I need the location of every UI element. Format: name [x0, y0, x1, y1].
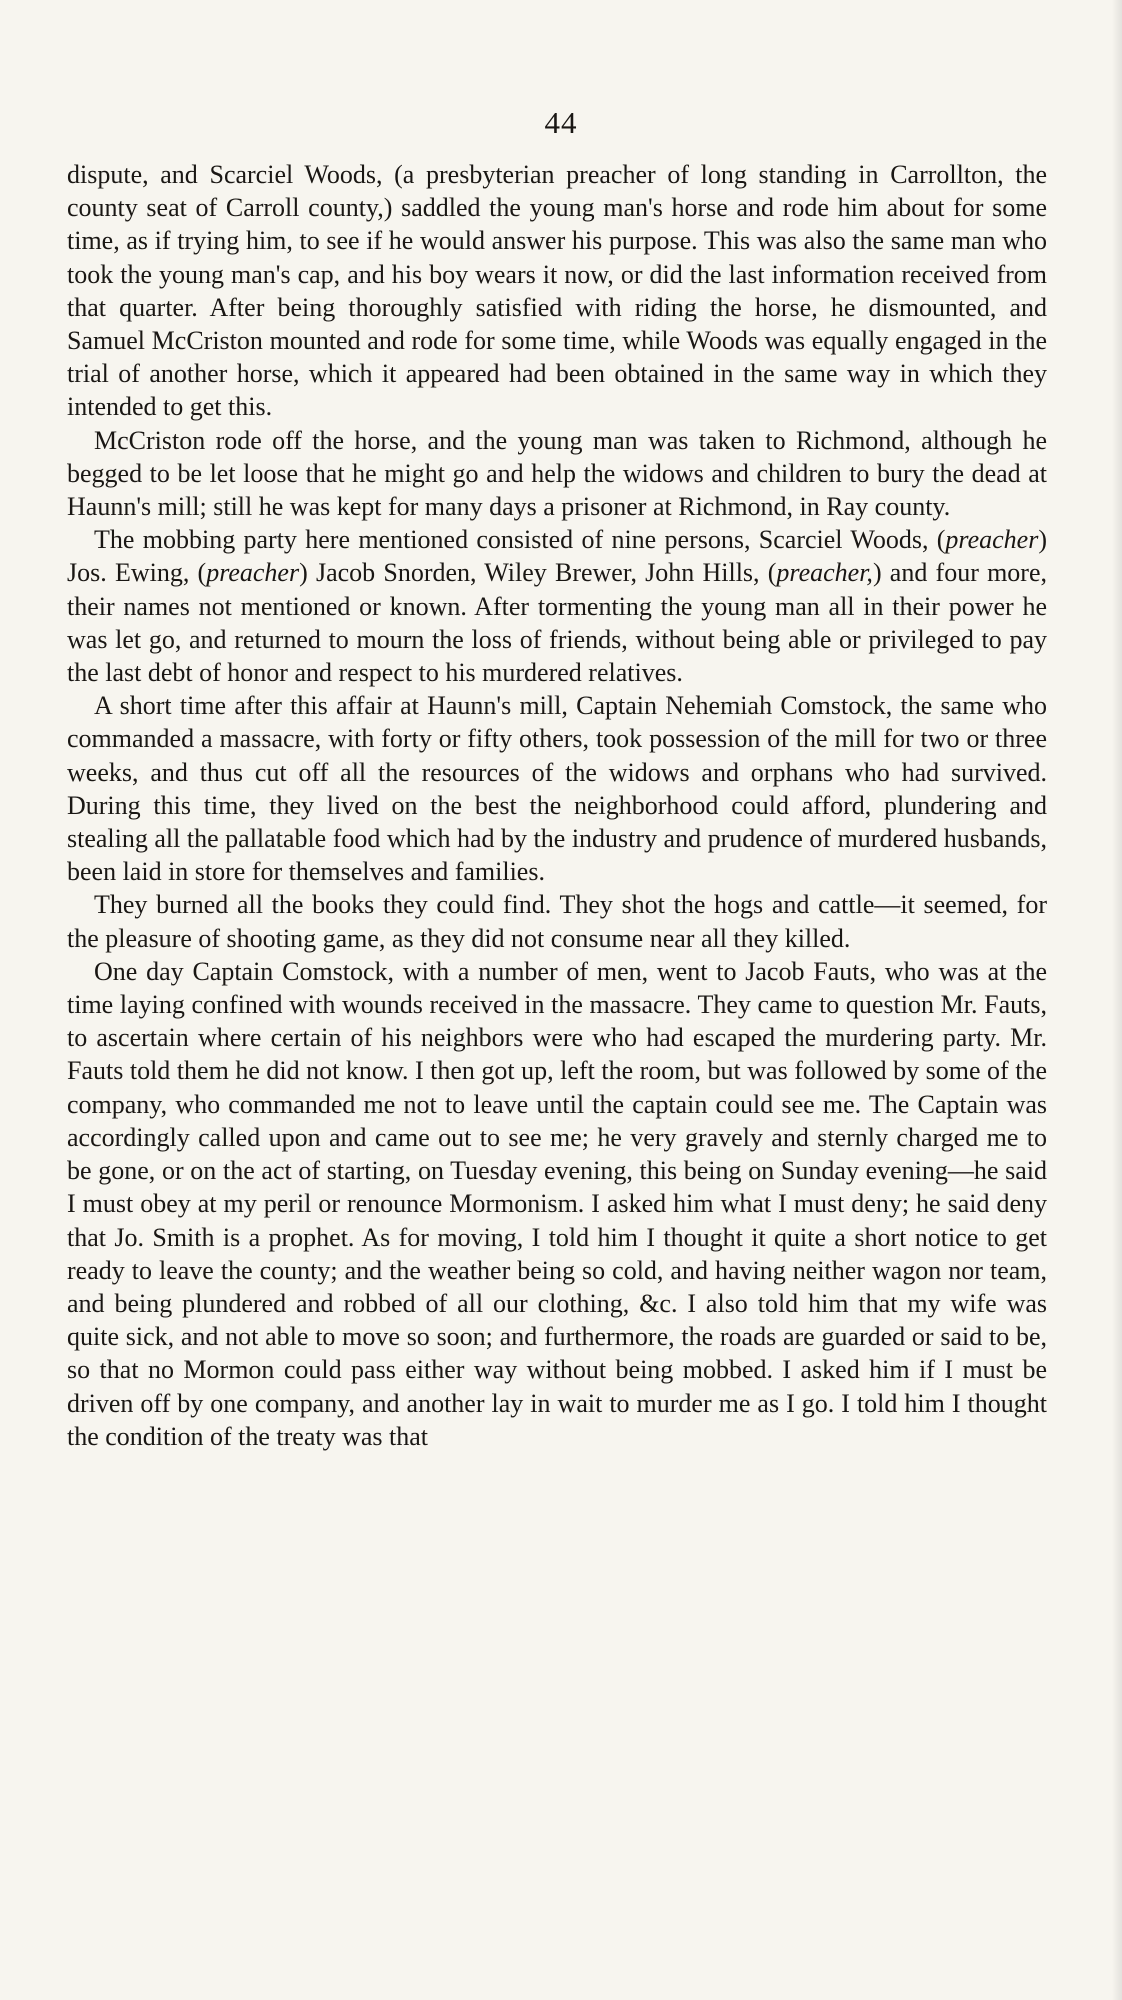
paragraph — [67, 523, 1047, 689]
text-run: ) Jacob Snorden, Wiley Brewer, John Hills, ( — [299, 558, 777, 588]
page-edge-shadow — [1112, 0, 1122, 2000]
text-run: They burned all the books they could find. They shot the hogs and cattle—it seemed, for the pleasure of shooting game, as they did not consume near all they killed. — [67, 890, 1047, 953]
paragraph — [67, 955, 1047, 1453]
italic-text: preacher, — [776, 558, 873, 588]
page-number: 44 — [544, 105, 578, 140]
text-run: One day Captain Comstock, with a number of men, went to Jacob Fauts, who was at the time laying confined with wounds received in the massacre. They came to question Mr. Fauts, to ascertain where certain of his neighbors were who had escaped the murdering party. Mr. Fauts told them he did not know. I then got up, left the room, but was followed by some of the company, who commanded me not to leave until the captain could see me. The Captain was accordingly called upon and came out to see me; he very gravely and sternly charged me to be gone, or on the act of starting, on Tuesday evening, this being on Sunday evening—he said I must obey at my peril or renounce Mormonism. I asked him what I must deny; he said deny that Jo. Smith is a prophet. As for moving, I told him I thought it quite a short notice to get ready to leave the county; and the weather being so cold, and having neither wagon nor team, and being plundered and robbed of all our clothing, &c. I also told him that my wife was quite sick, and not able to move so soon; and furthermore, the roads are guarded or said to be, so that no Mormon could pass either way without being mobbed. I asked him if I must be driven off by one company, and another lay in wait to murder me as I go. I told him I thought the condition of the treaty was that — [67, 956, 1047, 1451]
paragraph — [67, 158, 1047, 424]
paragraph — [67, 888, 1047, 954]
text-run: ) Jos. Ewing, ( — [67, 525, 1047, 588]
italic-text: preacher — [206, 558, 300, 588]
text-run: McCriston rode off the horse, and the young man was taken to Richmond, although he begged to be let loose that he might go and help the widows and children to bury the dead at Haunn's mill; still he was kept for many days a prisoner at Richmond, in Ray county. — [67, 425, 1047, 522]
body-text — [67, 158, 1047, 1453]
text-run: The mobbing party here mentioned consisted of nine persons, Scarciel Woods, ( — [94, 525, 946, 555]
text-run: A short time after this affair at Haunn's mill, Captain Nehemiah Comstock, the same who commanded a massacre, with forty or fifty others, took possession of the mill for two or three weeks, and thus cut off all the resources of the widows and orphans who had survived. During this time, they lived on the best the neighborhood could afford, plundering and stealing all the pallatable food which had by the industry and prudence of murdered husbands, been laid in store for themselves and families. — [67, 691, 1047, 887]
text-run: ) and four more, their names not mentioned or known. After tormenting the young man all in their power he was let go, and returned to mourn the loss of friends, without being able or privileged to pay the last debt of honor and respect to his murdered relatives. — [67, 558, 1047, 688]
text-run: dispute, and Scarciel Woods, (a presbyterian preacher of long standing in Carrollton, the county seat of Carroll county,) saddled the young man's horse and rode him about for some time, as if trying him, to see if he would answer his purpose. This was also the same man who took the young man's cap, and his boy wears it now, or did the last information received from that quarter. After being thoroughly satisfied with riding the horse, he dismounted, and Samuel McCriston mounted and rode for some time, while Woods was equally engaged in the trial of another horse, which it appeared had been obtained in the same way in which they intended to get this. — [67, 160, 1047, 422]
paragraph — [67, 689, 1047, 888]
paragraph — [67, 424, 1047, 524]
italic-text: preacher — [945, 525, 1039, 555]
